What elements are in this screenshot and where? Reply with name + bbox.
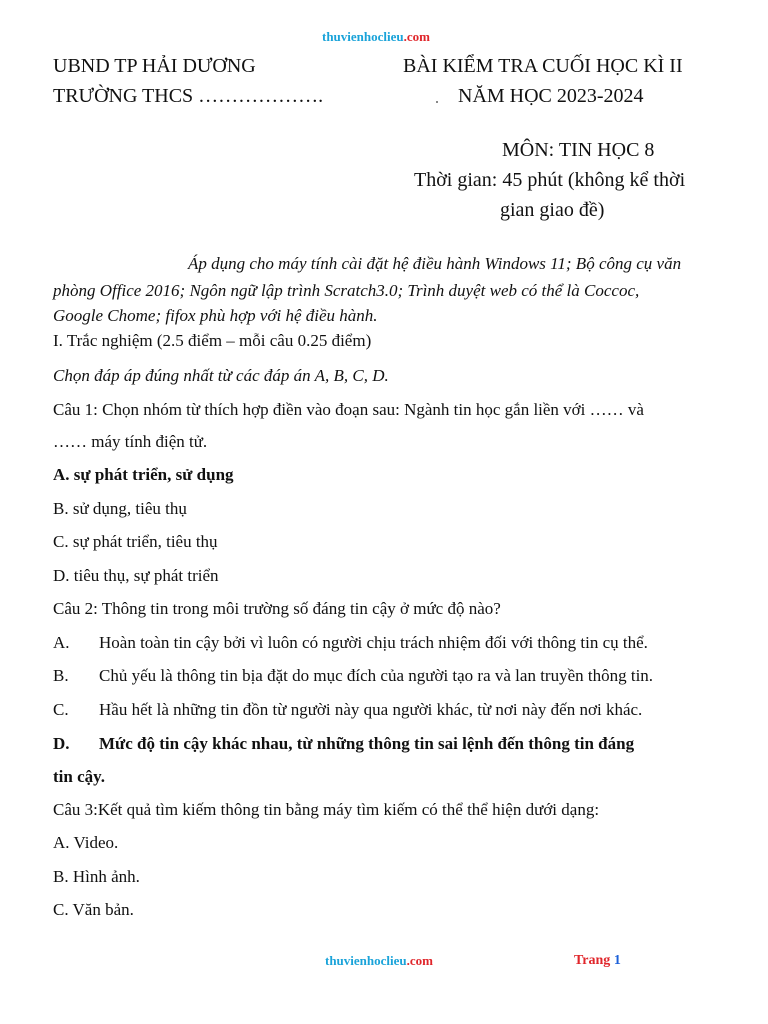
q2-letter-b: B. xyxy=(53,666,69,685)
q1-line1: Câu 1: Chọn nhóm từ thích hợp điền vào đoạn sau: Ngành tin học gắn liền với …… và xyxy=(53,400,644,419)
q2-option-c: Hầu hết là những tin đồn từ người này qua người khác, từ nơi này đến nơi khác. xyxy=(99,700,643,719)
q2-letter-d: D. xyxy=(53,734,70,753)
q3-option-b: B. Hình ảnh. xyxy=(53,867,140,886)
q1-option-a: A. sự phát triển, sử dụng xyxy=(53,465,234,484)
section1-instruction: Chọn đáp áp đúng nhất từ các đáp án A, B, C, D. xyxy=(53,366,389,385)
page-number: 1 xyxy=(613,953,621,968)
intro-line2: phòng Office 2016; Ngôn ngữ lập trình Scratch3.0; Trình duyệt web có thể là Coccoc, xyxy=(53,281,640,300)
q1-option-c: C. sự phát triển, tiêu thụ xyxy=(53,532,218,551)
intro-line1: Áp dụng cho máy tính cài đặt hệ điều hành Windows 11; Bộ công cụ văn xyxy=(188,254,682,273)
stray-dot xyxy=(436,101,438,103)
top-brand-tld: .com xyxy=(403,29,430,44)
header-left-line1: UBND TP HẢI DƯƠNG xyxy=(53,55,256,77)
footer-brand xyxy=(325,953,433,969)
time-line1: Thời gian: 45 phút (không kể thời xyxy=(414,169,686,191)
q2-option-d-line2: tin cậy. xyxy=(53,767,105,786)
q1-option-b: B. sử dụng, tiêu thụ xyxy=(53,499,187,518)
q1-option-d: D. tiêu thụ, sự phát triển xyxy=(53,566,219,585)
header-right-line2: NĂM HỌC 2023-2024 xyxy=(458,85,644,107)
q3-option-c: C. Văn bản. xyxy=(53,900,134,919)
header-left-line2: TRƯỜNG THCS ………………. xyxy=(53,85,324,107)
top-brand xyxy=(322,29,430,45)
time-line2: gian giao đề) xyxy=(500,199,605,221)
q2-option-a: Hoàn toàn tin cậy bởi vì luôn có người chịu trách nhiệm đối với thông tin cụ thể. xyxy=(99,633,648,652)
intro-line3: Google Chome; fifox phù hợp với hệ điều hành. xyxy=(53,306,378,325)
footer-brand-name: thuvienhoclieu xyxy=(325,953,407,968)
page-indicator xyxy=(574,953,621,969)
header-right-line1: BÀI KIỂM TRA CUỐI HỌC KÌ II xyxy=(403,55,683,77)
q1-line2: …… máy tính điện tử. xyxy=(53,432,208,451)
footer-brand-tld: .com xyxy=(406,953,433,968)
q2-letter-a: A. xyxy=(53,633,70,652)
q3-question: Câu 3:Kết quả tìm kiếm thông tin bằng máy tìm kiếm có thể thể hiện dưới dạng: xyxy=(53,800,600,819)
q2-option-b: Chủ yếu là thông tin bịa đặt do mục đích của người tạo ra và lan truyền thông tin. xyxy=(99,666,654,685)
q2-option-d-line1: Mức độ tin cậy khác nhau, từ những thông tin sai lệnh đến thông tin đáng xyxy=(99,734,635,753)
q2-question: Câu 2: Thông tin trong môi trường số đáng tin cậy ở mức độ nào? xyxy=(53,599,501,618)
q3-option-a: A. Video. xyxy=(53,833,119,852)
subject-title: MÔN: TIN HỌC 8 xyxy=(502,139,655,161)
page-label: Trang xyxy=(574,953,611,968)
top-brand-name: thuvienhoclieu xyxy=(322,29,404,44)
section1-title: I. Trắc nghiệm (2.5 điểm – mỗi câu 0.25 điểm) xyxy=(53,331,372,350)
q2-letter-c: C. xyxy=(53,700,69,719)
